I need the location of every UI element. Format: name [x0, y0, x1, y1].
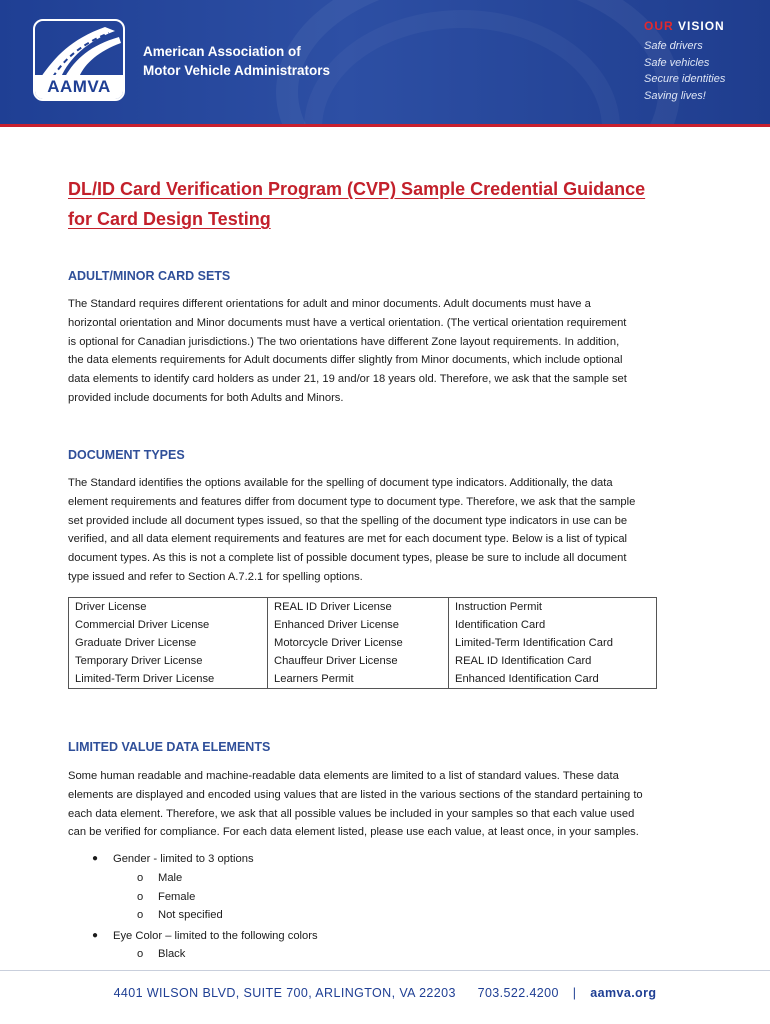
list-item-text: Eye Color – limited to the following colors [113, 930, 318, 942]
table-cell: Limited-Term Driver License [69, 670, 268, 689]
paragraph-line: Some human readable and machine-readable data elements are limited to a list of standard values. These data [68, 770, 619, 782]
title-line: for Card Design Testing [68, 209, 271, 229]
vision-statement [644, 19, 725, 104]
document-title [68, 174, 728, 234]
aamva-logo [33, 19, 125, 101]
paragraph-line: is optional for Canadian jurisdictions.) The two orientations have different Zone layout requirements. In addition, [68, 335, 620, 348]
section-paragraph-adult-minor [68, 295, 736, 408]
table-cell: Enhanced Driver License [268, 616, 449, 634]
org-name-line: American Association of [143, 44, 301, 59]
section-heading-adult-minor: ADULT/MINOR CARD SETS [68, 269, 231, 283]
list-subitem-text: Male [158, 872, 183, 884]
table-row [69, 634, 657, 652]
letterhead-banner [0, 0, 770, 124]
sub-bullet-icon: o [137, 891, 144, 903]
paragraph-line: The Standard identifies the options available for the spelling of document type indicators. Additionally, the data [68, 477, 613, 489]
sub-bullet-icon: o [137, 909, 144, 921]
section-paragraph-limited-values [68, 767, 736, 842]
vision-our: OUR [644, 19, 674, 33]
sub-bullet-icon: o [137, 948, 144, 960]
footer-divider [0, 970, 770, 971]
list-subitem-text: Female [158, 891, 196, 903]
title-line: DL/ID Card Verification Program (CVP) Sample Credential Guidance [68, 179, 646, 199]
vision-item: Secure identities [644, 73, 726, 85]
footer [0, 986, 770, 1000]
footer-website-link[interactable]: aamva.org [590, 986, 657, 1000]
list-subitem-text: Black [158, 948, 186, 960]
document-types-table [68, 597, 657, 689]
vision-item: Saving lives! [644, 89, 706, 102]
footer-phone: 703.522.4200 [477, 986, 559, 1000]
section-heading-limited-values: LIMITED VALUE DATA ELEMENTS [68, 740, 271, 754]
paragraph-line: The Standard requires different orientations for adult and minor documents. Adult documents must have a [68, 298, 591, 310]
bullet-icon: ● [92, 930, 99, 941]
bullet-icon: ● [92, 853, 99, 864]
table-cell: Enhanced Identification Card [449, 670, 657, 689]
table-cell: Identification Card [449, 616, 657, 634]
sub-bullet-icon: o [137, 872, 144, 884]
paragraph-line: element requirements and features differ from document type to document type. Therefore, we ask that the sample [68, 495, 636, 508]
table-cell: Driver License [69, 598, 268, 617]
table-row [69, 670, 657, 689]
table-cell: REAL ID Driver License [268, 598, 449, 617]
footer-separator: | [572, 986, 577, 1000]
paragraph-line: type issued and refer to Section A.7.2.1 for spelling options. [68, 570, 363, 583]
table-row [69, 616, 657, 634]
org-name-line: Motor Vehicle Administrators [143, 63, 331, 78]
table-cell: Motorcycle Driver License [268, 634, 449, 652]
paragraph-line: data elements to identify card holders as under 21, 19 and/or 18 years old. Therefore, we ask that the sample set [68, 373, 627, 386]
paragraph-line: elements are displayed and encoded using values that are listed in the various sections of the standard pertaining to [68, 788, 643, 801]
vision-item: Safe drivers [644, 40, 703, 52]
footer-address: 4401 WILSON BLVD, SUITE 700, ARLINGTON, VA 22203 [113, 986, 456, 1000]
table-cell: Commercial Driver License [69, 616, 268, 634]
table-row [69, 598, 657, 617]
paragraph-line: verified, and all data element requirements and features are met for each document type. Below is a list of typical [68, 533, 628, 546]
logo-wordmark: AAMVA [35, 75, 123, 99]
list-subitem-text: Not specified [158, 909, 223, 921]
table-cell: Temporary Driver License [69, 652, 268, 670]
paragraph-line: horizontal orientation and Minor documents must have a vertical orientation. (The vertical orientation requirement [68, 316, 627, 329]
road-icon [35, 21, 123, 79]
vision-item: Safe vehicles [644, 56, 710, 69]
paragraph-line: document types. As this is not a complete list of possible document types, please be sure to include all document [68, 552, 627, 565]
section-heading-document-types: DOCUMENT TYPES [68, 448, 185, 462]
vision-word: VISION [678, 19, 725, 33]
table-cell: REAL ID Identification Card [449, 652, 657, 670]
list-item-text: Gender - limited to 3 options [113, 853, 254, 865]
paragraph-line: each data element. Therefore, we ask that all possible values be included in your samples so that each value used [68, 807, 635, 820]
table-cell: Chauffeur Driver License [268, 652, 449, 670]
header-accent-line [0, 124, 770, 127]
table-cell: Learners Permit [268, 670, 449, 689]
organization-name [143, 42, 330, 80]
section-paragraph-document-types [68, 474, 736, 587]
vision-title [644, 19, 725, 33]
table-cell: Limited-Term Identification Card [449, 634, 657, 652]
table-row [69, 652, 657, 670]
table-cell: Graduate Driver License [69, 634, 268, 652]
paragraph-line: provided include documents for both Adults and Minors. [68, 391, 344, 404]
paragraph-line: the data elements requirements for Adult documents differ slightly from Minor documents, which include optional [68, 354, 623, 367]
paragraph-line: can be verified for compliance. For each data element listed, please use each value, at least once, in your samples. [68, 826, 639, 839]
paragraph-line: set provided include all document types issued, so that the spelling of the document type indicators in use can be [68, 514, 628, 527]
table-cell: Instruction Permit [449, 598, 657, 617]
